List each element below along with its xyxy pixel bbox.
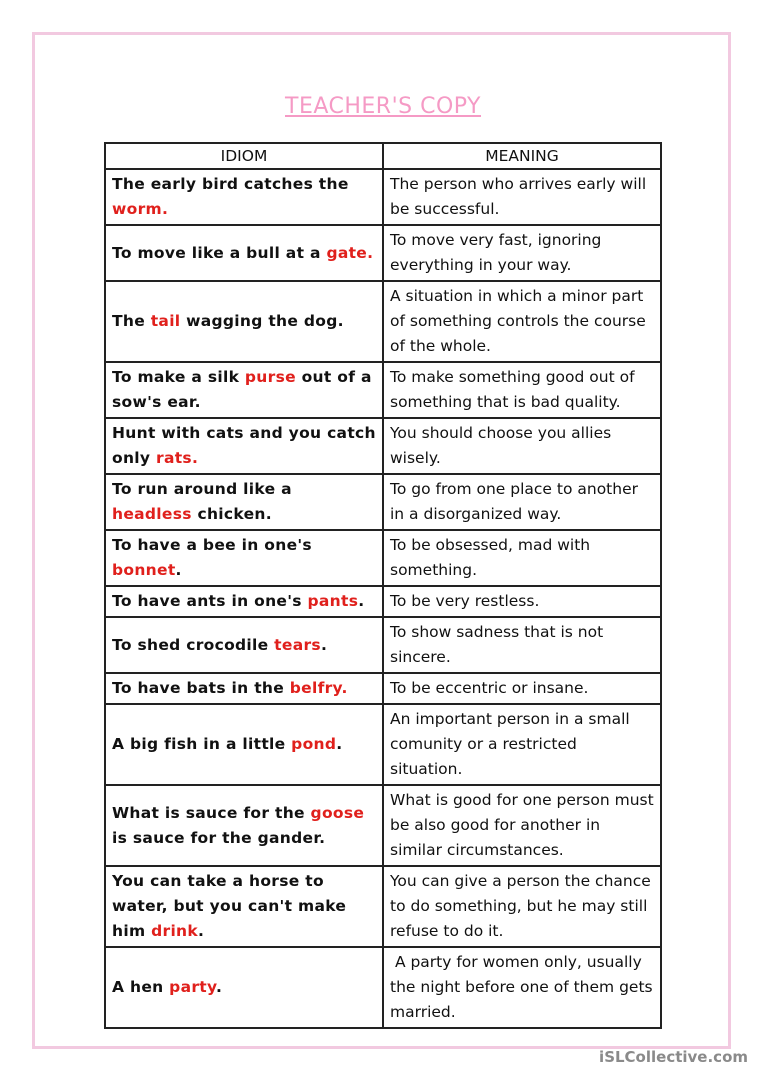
- table-row: [105, 169, 661, 225]
- table-row: [105, 586, 661, 617]
- idiom-cell: [105, 785, 383, 866]
- meaning-cell: What is good for one person must be also good for another in similar circumstances.: [383, 785, 661, 866]
- idiom-text: chicken.: [191, 505, 272, 523]
- meaning-cell: You should choose you allies wisely.: [383, 418, 661, 474]
- idiom-text: .: [320, 635, 328, 654]
- idiom-cell: [105, 169, 383, 225]
- header-meaning: MEANING: [383, 143, 661, 169]
- idiom-cell: [105, 281, 383, 362]
- meaning-cell: A party for women only, usually the night before one of them gets married.: [383, 947, 661, 1028]
- page-title: TEACHER'S COPY: [285, 94, 481, 119]
- idiom-cell: [105, 362, 383, 418]
- idiom-cell: [105, 866, 383, 947]
- table-header-row: [105, 143, 661, 169]
- idiom-keyword: party: [169, 978, 216, 996]
- meaning-cell: To be very restless.: [383, 586, 661, 617]
- idiom-cell: [105, 586, 383, 617]
- idiom-keyword: drink: [151, 922, 199, 940]
- meaning-cell: To show sadness that is not sincere.: [383, 617, 661, 673]
- idiom-text: .: [336, 735, 343, 753]
- idiom-text: Hunt with cats and you catch only: [112, 424, 376, 467]
- idiom-text: is sauce for the gander.: [112, 828, 326, 847]
- idiom-cell: [105, 225, 383, 281]
- idiom-text: .: [215, 978, 223, 996]
- idiom-keyword: purse: [244, 368, 296, 386]
- meaning-cell: The person who arrives early will be successful.: [383, 169, 661, 225]
- idiom-keyword: rats.: [156, 449, 199, 467]
- idiom-cell: [105, 704, 383, 785]
- idiom-keyword: tail: [150, 312, 181, 330]
- idiom-cell: [105, 617, 383, 673]
- table-row: [105, 474, 661, 530]
- table-row: [105, 947, 661, 1028]
- idiom-text: To make a silk: [112, 368, 245, 386]
- idiom-text: What is sauce for the: [112, 803, 311, 822]
- idiom-cell: [105, 418, 383, 474]
- idiom-cell: [105, 474, 383, 530]
- idiom-text: A hen: [112, 978, 170, 996]
- meaning-cell: You can give a person the chance to do something, but he may still refuse to do it.: [383, 866, 661, 947]
- watermark: iSLCollective.com: [599, 1048, 748, 1066]
- meaning-cell: An important person in a small comunity or a restricted situation.: [383, 704, 661, 785]
- idiom-text: To shed crocodile: [112, 635, 275, 654]
- table-row: [105, 617, 661, 673]
- idiom-text: To have ants in one's: [112, 592, 308, 610]
- idiom-text: out of a sow's ear.: [112, 368, 372, 411]
- idiom-text: You can take a horse to water, but you can't make him: [112, 872, 347, 940]
- idiom-keyword: tears: [274, 635, 321, 654]
- meaning-cell: To be eccentric or insane.: [383, 673, 661, 704]
- table-row: [105, 362, 661, 418]
- table-row: [105, 225, 661, 281]
- idiom-text: To move like a bull at a: [112, 243, 327, 262]
- table-row: [105, 704, 661, 785]
- idiom-keyword: goose: [310, 803, 365, 822]
- idiom-text: The: [112, 312, 151, 330]
- meaning-cell: To move very fast, ignoring everything in your way.: [383, 225, 661, 281]
- idiom-text: .: [175, 561, 182, 579]
- meaning-cell: To go from one place to another in a disorganized way.: [383, 474, 661, 530]
- idiom-text: wagging the dog.: [180, 312, 344, 330]
- idiom-cell: [105, 947, 383, 1028]
- table-row: [105, 418, 661, 474]
- idiom-text: To have a bee in one's: [112, 536, 312, 554]
- table-row: [105, 530, 661, 586]
- idiom-text: .: [198, 922, 205, 940]
- table-row: [105, 673, 661, 704]
- table-row: [105, 866, 661, 947]
- idiom-keyword: pond: [291, 735, 337, 753]
- meaning-cell: A situation in which a minor part of something controls the course of the whole.: [383, 281, 661, 362]
- idiom-cell: [105, 530, 383, 586]
- idiom-keyword: belfry.: [289, 679, 348, 697]
- table-row: [105, 785, 661, 866]
- idiom-text: The early bird catches the: [112, 175, 349, 193]
- idiom-cell: [105, 673, 383, 704]
- idiom-keyword: pants: [307, 592, 359, 610]
- idiom-keyword: bonnet: [112, 561, 176, 579]
- idiom-text: To have bats in the: [112, 679, 290, 697]
- idiom-text: To run around like a: [112, 480, 292, 498]
- header-idiom: IDIOM: [105, 143, 383, 169]
- idiom-keyword: gate.: [326, 243, 374, 262]
- idiom-keyword: worm.: [112, 200, 169, 218]
- idiom-keyword: headless: [112, 505, 192, 523]
- table-row: [105, 281, 661, 362]
- meaning-cell: To be obsessed, mad with something.: [383, 530, 661, 586]
- idiom-text: A big fish in a little: [112, 735, 292, 753]
- meaning-cell: To make something good out of something that is bad quality.: [383, 362, 661, 418]
- idiom-table: [104, 142, 662, 1029]
- idiom-text: .: [358, 592, 365, 610]
